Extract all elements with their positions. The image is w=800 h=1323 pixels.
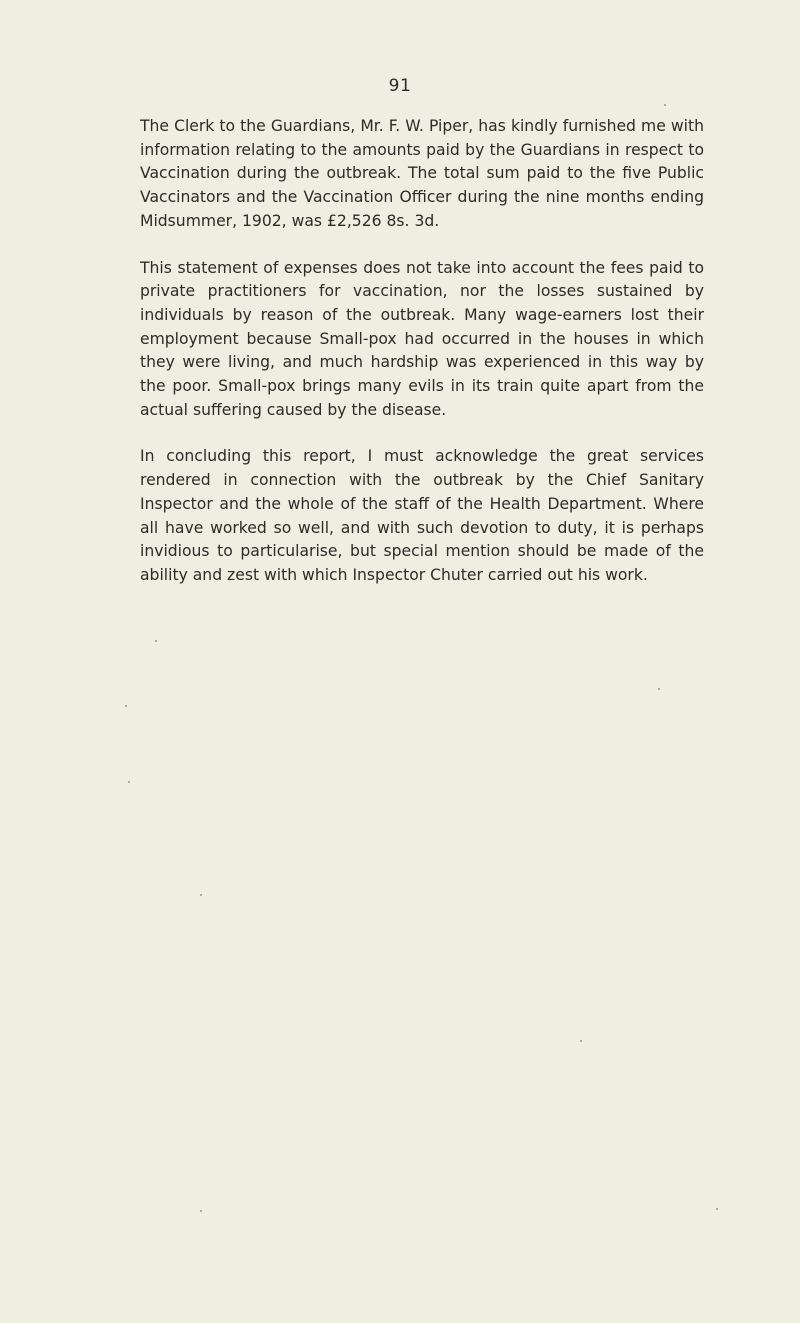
paragraph-vaccination-costs: The Clerk to the Guardians, Mr. F. W. Piper, has kindly furnished me with information relating to the amounts paid by the Guardians in respect to Vaccination during the outbreak. The total sum paid to the five Public Vaccinators and the Vaccination Officer during the nine months ending Midsummer, 1902, was £2,526 8s. 3d. (140, 117, 704, 230)
paper-speck (155, 640, 157, 642)
paper-speck (716, 1208, 718, 1210)
paper-speck (128, 781, 130, 783)
paper-speck (580, 1040, 582, 1042)
paper-speck (200, 1210, 202, 1212)
page-number: 91 (388, 76, 412, 96)
paper-speck (200, 894, 202, 896)
paper-speck (664, 104, 666, 106)
paper-speck (125, 705, 127, 707)
paragraph-acknowledgements: In concluding this report, I must acknowledge the great services rendered in connection with the outbreak by the Chief Sanitary Inspector and the whole of the staff of the Health Department. Where all have worked so well, and with such devotion to duty, it is perhaps invidious to particularise, but special mention should be made of the ability and zest with which Inspector Chuter carried out his work. (140, 447, 704, 584)
document-body (140, 115, 704, 588)
paragraph-expenses-statement: This statement of expenses does not take into account the fees paid to private practitioners for vaccination, nor the losses sustained by individuals by reason of the outbreak. Many wage-earners lost their employment because Small-pox had occurred in the houses in which they were living, and much hardship was experienced in this way by the poor. Small-pox brings many evils in its train quite apart from the actual suffering caused by the disease. (140, 258, 704, 419)
paper-speck (658, 688, 660, 690)
